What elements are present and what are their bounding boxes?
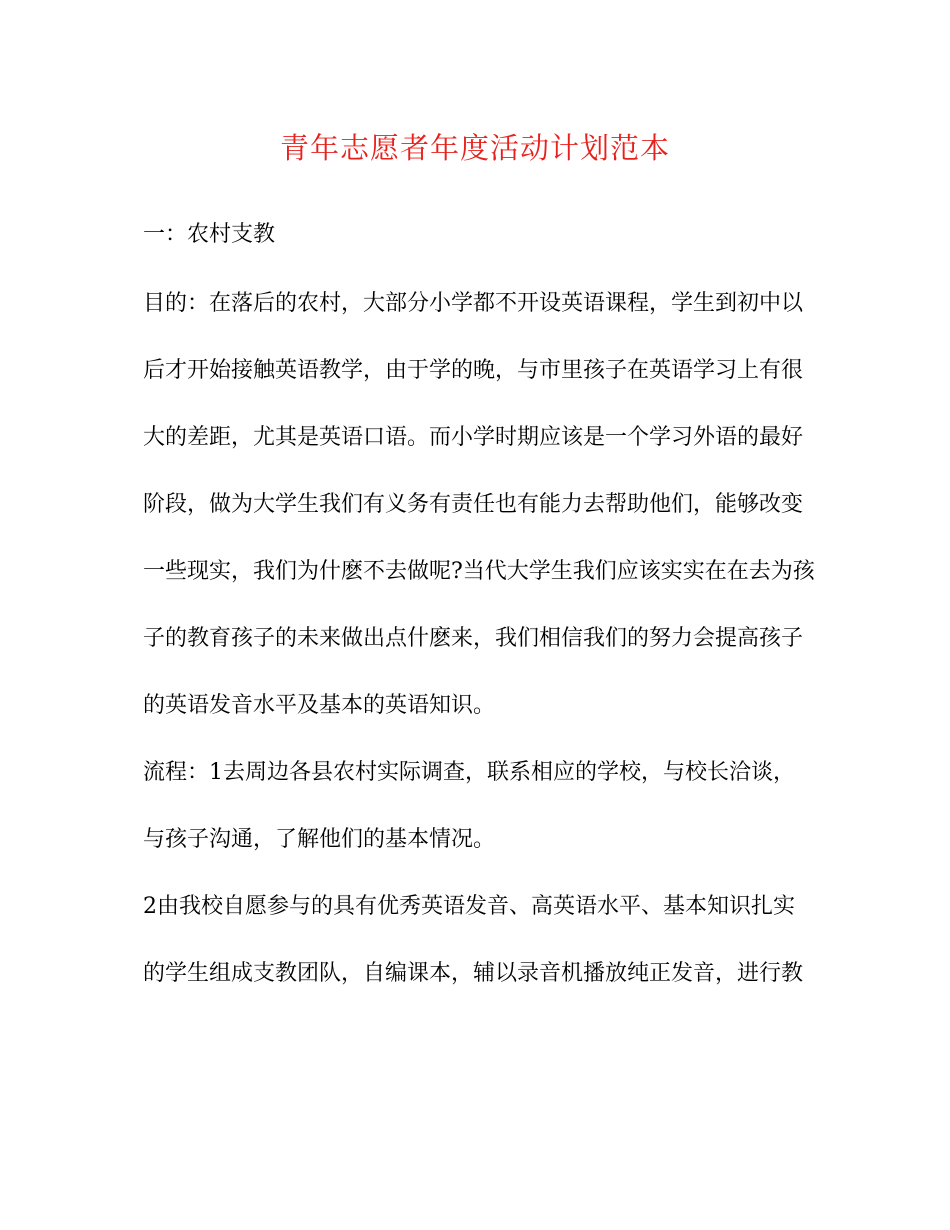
paragraph-line: 的学生组成支教团队，自编课本，辅以录音机播放纯正发音，进行教 [143,961,804,986]
paragraph-line: 2由我校自愿参与的具有优秀英语发音、高英语水平、基本知识扎实 [143,894,795,919]
paragraph-line: 阶段，做为大学生我们有义务有责任也有能力去帮助他们，能够改变 [143,492,804,517]
paragraph-line: 与孩子沟通，了解他们的基本情况。 [143,827,496,852]
section-heading: 一：农村支教 [143,222,276,247]
document-title: 青年志愿者年度活动计划范本 [279,131,670,165]
paragraph-line: 后才开始接触英语教学，由于学的晚，与市里孩子在英语学习上有很 [143,358,804,383]
paragraph-line: 目的：在落后的农村，大部分小学都不开设英语课程，学生到初中以 [143,291,804,316]
paragraph-line: 一些现实，我们为什麽不去做呢?当代大学生我们应该实实在在去为孩 [143,559,815,584]
paragraph-line: 子的教育孩子的未来做出点什麽来，我们相信我们的努力会提高孩子 [143,626,804,651]
paragraph-line: 的英语发音水平及基本的英语知识。 [143,693,496,718]
paragraph-line: 流程：1去周边各县农村实际调查，联系相应的学校，与校长洽谈， [143,760,795,785]
paragraph-line: 大的差距，尤其是英语口语。而小学时期应该是一个学习外语的最好 [143,425,804,450]
